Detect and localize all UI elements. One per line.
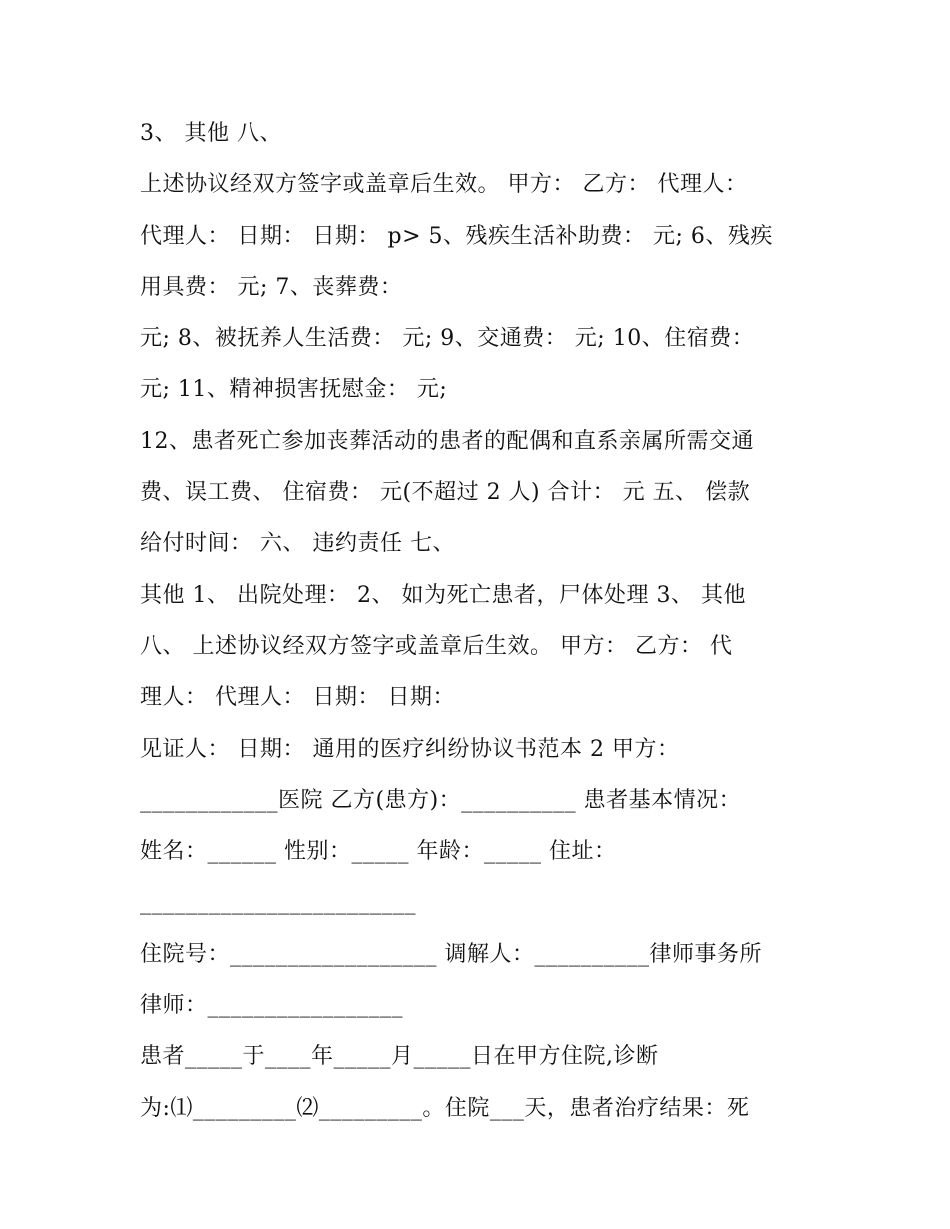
text-line: 元; 8、被抚养人生活费： 元; 9、交通费： 元; 10、住宿费： <box>140 326 755 352</box>
text-line: 理人： 代理人： 日期： 日期： <box>140 685 455 711</box>
text-line: ________________________ <box>140 890 416 916</box>
text-line: 八、 上述协议经双方签字或盖章后生效。 甲方： 乙方： 代 <box>140 633 733 659</box>
text-line: 给付时间： 六、 违约责任 七、 <box>140 531 455 557</box>
text-line: 为:⑴_________⑵_________。住院___天，患者治疗结果：死 <box>140 1095 750 1121</box>
text-line: 其他 1、 出院处理： 2、 如为死亡患者，尸体处理 3、 其他 <box>140 582 746 608</box>
text-line: 用具费： 元; 7、丧葬费： <box>140 274 403 300</box>
text-line: 律师：_________________ <box>140 993 404 1019</box>
text-line: 12、患者死亡参加丧葬活动的患者的配偶和直系亲属所需交通 <box>140 428 754 454</box>
text-line: 3、 其他 八、 <box>140 121 282 146</box>
text-line: 患者_____于____年_____月_____日在甲方住院,诊断 <box>140 1044 659 1070</box>
document-body <box>140 108 820 1134</box>
text-line: 上述协议经双方签字或盖章后生效。 甲方： 乙方： 代理人： <box>140 172 748 198</box>
text-line: ____________医院 乙方(患方)：__________ 患者基本情况： <box>140 787 742 813</box>
text-line: 代理人： 日期： 日期： p> 5、残疾生活补助费： 元; 6、残疾 <box>140 223 773 249</box>
text-line: 姓名：______ 性别：_____ 年龄：_____ 住址： <box>140 839 617 865</box>
text-line: 元; 11、精神损害抚慰金： 元; <box>140 377 448 403</box>
text-line: 费、误工费、 住宿费： 元(不超过 2 人) 合计： 元 五、 偿款 <box>140 480 751 506</box>
text-line: 见证人： 日期： 通用的医疗纠纷协议书范本 2 甲方： <box>140 736 680 762</box>
text-line: 住院号：__________________ 调解人：__________律师事务所 <box>140 941 762 967</box>
